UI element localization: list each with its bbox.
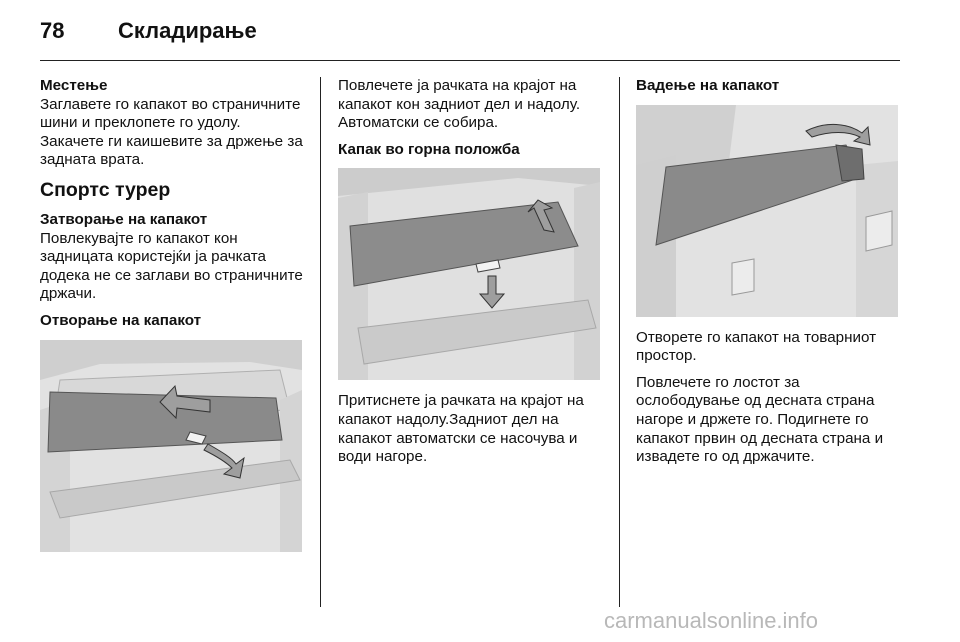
column-3 (636, 77, 900, 475)
page-title: Складирање (118, 18, 257, 43)
column-divider (320, 77, 321, 607)
column-divider (619, 77, 620, 607)
page-number: 78 (40, 18, 65, 43)
removal-illustration (636, 105, 898, 317)
mounting-text: Заглавете го капакот во страничните шини и преклопете го удолу. Закачете ги каишевите за држење за задната врата. (40, 95, 303, 169)
closing-heading: Затворање на капакот (40, 210, 208, 228)
watermark: carmanualsonline.info (604, 608, 819, 633)
header-rule (40, 60, 900, 61)
upper-position-text: Притиснете ја рачката на крајот на капакот надолу.Задниот дел на капакот автоматски се насочува и води нагоре. (338, 392, 584, 466)
mounting-heading: Местење (40, 77, 108, 94)
removal-text-2: Повлечете го лостот за ослободување од десната страна нагоре и држете го. Подигнете го капакот првин од десната страна и извадете го од држачите. (636, 373, 884, 466)
column-1 (40, 77, 304, 564)
removal-heading: Вадење на капакот (636, 77, 780, 94)
closing-text: Повлекувајте го капакот кон задницата користејќи ја рачката додека не се заглави во страничните држачи. (40, 229, 303, 303)
opening-text: Повлечете ја рачката на крајот на капакот кон задниот дел и надолу. Автоматски се собира. (338, 77, 581, 132)
upper-position-heading: Капак во горна положба (338, 140, 520, 158)
removal-text-1: Отворете го капакот на товарниот простор. (636, 328, 877, 365)
upper-position-illustration (338, 168, 600, 380)
opening-heading: Отворање на капакот (40, 311, 202, 329)
section-title: Спортс турер (40, 178, 171, 201)
column-2 (338, 77, 604, 475)
opening-cover-illustration (40, 340, 302, 552)
